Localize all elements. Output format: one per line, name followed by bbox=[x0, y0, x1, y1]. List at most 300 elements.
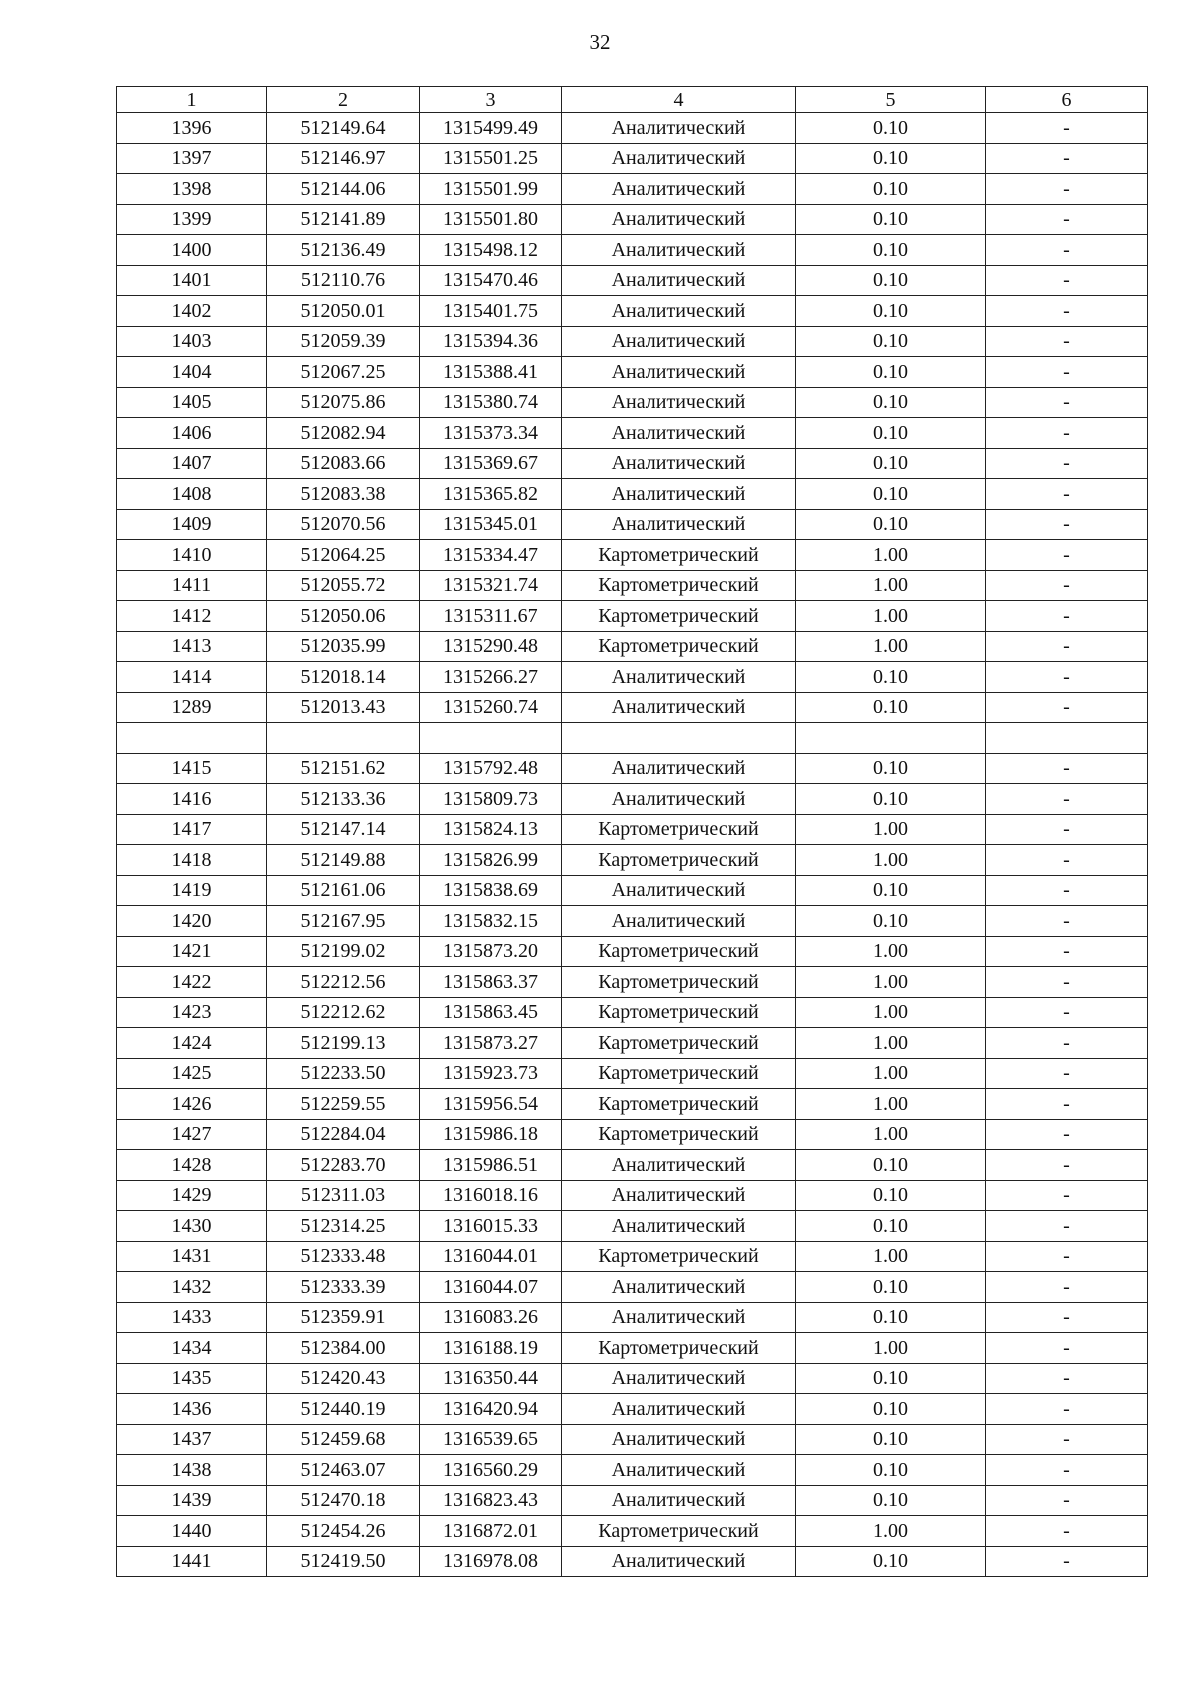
method-cell: Аналитический bbox=[562, 1455, 796, 1486]
accuracy-cell: 1.00 bbox=[796, 845, 986, 876]
accuracy-cell: 1.00 bbox=[796, 1241, 986, 1272]
accuracy-cell: 1.00 bbox=[796, 601, 986, 632]
accuracy-cell: 0.10 bbox=[796, 113, 986, 144]
table-row bbox=[117, 1058, 1148, 1089]
x-coordinate-cell: 512055.72 bbox=[267, 570, 420, 601]
point-number-cell: 1429 bbox=[117, 1180, 267, 1211]
y-coordinate-cell: 1316188.19 bbox=[420, 1333, 562, 1364]
table-row bbox=[117, 967, 1148, 998]
y-coordinate-cell: 1315388.41 bbox=[420, 357, 562, 388]
x-coordinate-cell: 512050.06 bbox=[267, 601, 420, 632]
x-coordinate-cell: 512013.43 bbox=[267, 692, 420, 723]
x-coordinate-cell: 512035.99 bbox=[267, 631, 420, 662]
note-cell: - bbox=[986, 1150, 1148, 1181]
method-cell: Картометрический bbox=[562, 936, 796, 967]
y-coordinate-cell: 1315365.82 bbox=[420, 479, 562, 510]
y-coordinate-cell: 1315334.47 bbox=[420, 540, 562, 571]
accuracy-cell: 0.10 bbox=[796, 1394, 986, 1425]
y-coordinate-cell: 1316560.29 bbox=[420, 1455, 562, 1486]
note-cell: - bbox=[986, 418, 1148, 449]
note-cell: - bbox=[986, 1211, 1148, 1242]
point-number-cell: 1416 bbox=[117, 784, 267, 815]
method-cell: Аналитический bbox=[562, 753, 796, 784]
note-cell: - bbox=[986, 387, 1148, 418]
point-number-cell: 1414 bbox=[117, 662, 267, 693]
accuracy-cell: 0.10 bbox=[796, 692, 986, 723]
y-coordinate-cell: 1315499.49 bbox=[420, 113, 562, 144]
method-cell: Аналитический bbox=[562, 479, 796, 510]
y-coordinate-cell: 1315345.01 bbox=[420, 509, 562, 540]
table-row bbox=[117, 692, 1148, 723]
accuracy-cell: 0.10 bbox=[796, 296, 986, 327]
table-row bbox=[117, 784, 1148, 815]
note-cell: - bbox=[986, 601, 1148, 632]
table-row bbox=[117, 448, 1148, 479]
table-row bbox=[117, 1485, 1148, 1516]
method-cell: Аналитический bbox=[562, 387, 796, 418]
method-cell: Картометрический bbox=[562, 1028, 796, 1059]
accuracy-cell: 0.10 bbox=[796, 906, 986, 937]
accuracy-cell: 1.00 bbox=[796, 1058, 986, 1089]
method-cell: Аналитический bbox=[562, 692, 796, 723]
note-cell: - bbox=[986, 1333, 1148, 1364]
y-coordinate-cell: 1315986.51 bbox=[420, 1150, 562, 1181]
method-cell: Аналитический bbox=[562, 448, 796, 479]
method-cell: Аналитический bbox=[562, 143, 796, 174]
accuracy-cell: 0.10 bbox=[796, 1485, 986, 1516]
table-row bbox=[117, 387, 1148, 418]
point-number-cell: 1289 bbox=[117, 692, 267, 723]
method-cell: Картометрический bbox=[562, 997, 796, 1028]
x-coordinate-cell: 512018.14 bbox=[267, 662, 420, 693]
x-coordinate-cell: 512151.62 bbox=[267, 753, 420, 784]
method-cell: Картометрический bbox=[562, 570, 796, 601]
accuracy-cell: 1.00 bbox=[796, 1089, 986, 1120]
y-coordinate-cell: 1315501.25 bbox=[420, 143, 562, 174]
method-cell: Картометрический bbox=[562, 967, 796, 998]
x-coordinate-cell: 512199.13 bbox=[267, 1028, 420, 1059]
y-coordinate-cell: 1316823.43 bbox=[420, 1485, 562, 1516]
table-row bbox=[117, 357, 1148, 388]
y-coordinate-cell: 1316978.08 bbox=[420, 1546, 562, 1577]
coordinates-table bbox=[116, 86, 1148, 1577]
y-coordinate-cell: 1315956.54 bbox=[420, 1089, 562, 1120]
x-coordinate-cell: 512110.76 bbox=[267, 265, 420, 296]
y-coordinate-cell: 1315809.73 bbox=[420, 784, 562, 815]
y-coordinate-cell: 1315873.27 bbox=[420, 1028, 562, 1059]
method-cell: Аналитический bbox=[562, 265, 796, 296]
note-cell: - bbox=[986, 936, 1148, 967]
point-number-cell: 1439 bbox=[117, 1485, 267, 1516]
accuracy-cell: 0.10 bbox=[796, 204, 986, 235]
x-coordinate-cell: 512233.50 bbox=[267, 1058, 420, 1089]
header-cell: 1 bbox=[117, 87, 267, 113]
x-coordinate-cell: 512463.07 bbox=[267, 1455, 420, 1486]
accuracy-cell: 0.10 bbox=[796, 235, 986, 266]
x-coordinate-cell: 512440.19 bbox=[267, 1394, 420, 1425]
method-cell: Аналитический bbox=[562, 204, 796, 235]
accuracy-cell bbox=[796, 723, 986, 754]
point-number-cell: 1406 bbox=[117, 418, 267, 449]
point-number-cell: 1434 bbox=[117, 1333, 267, 1364]
method-cell: Аналитический bbox=[562, 113, 796, 144]
point-number-cell: 1396 bbox=[117, 113, 267, 144]
table-row bbox=[117, 1272, 1148, 1303]
accuracy-cell: 1.00 bbox=[796, 540, 986, 571]
note-cell: - bbox=[986, 753, 1148, 784]
method-cell: Аналитический bbox=[562, 296, 796, 327]
note-cell: - bbox=[986, 1302, 1148, 1333]
x-coordinate-cell: 512050.01 bbox=[267, 296, 420, 327]
x-coordinate-cell: 512133.36 bbox=[267, 784, 420, 815]
x-coordinate-cell: 512420.43 bbox=[267, 1363, 420, 1394]
point-number-cell: 1418 bbox=[117, 845, 267, 876]
point-number-cell: 1430 bbox=[117, 1211, 267, 1242]
method-cell: Аналитический bbox=[562, 784, 796, 815]
y-coordinate-cell: 1315986.18 bbox=[420, 1119, 562, 1150]
page-number: 32 bbox=[589, 30, 611, 54]
point-number-cell: 1407 bbox=[117, 448, 267, 479]
x-coordinate-cell: 512064.25 bbox=[267, 540, 420, 571]
table-row bbox=[117, 326, 1148, 357]
note-cell: - bbox=[986, 113, 1148, 144]
method-cell: Аналитический bbox=[562, 1546, 796, 1577]
table-row bbox=[117, 753, 1148, 784]
note-cell: - bbox=[986, 357, 1148, 388]
note-cell: - bbox=[986, 174, 1148, 205]
method-cell: Аналитический bbox=[562, 174, 796, 205]
x-coordinate-cell: 512259.55 bbox=[267, 1089, 420, 1120]
table-separator-row bbox=[117, 723, 1148, 754]
accuracy-cell: 0.10 bbox=[796, 479, 986, 510]
point-number-cell: 1409 bbox=[117, 509, 267, 540]
y-coordinate-cell: 1315380.74 bbox=[420, 387, 562, 418]
point-number-cell: 1424 bbox=[117, 1028, 267, 1059]
table-row bbox=[117, 1180, 1148, 1211]
table-row bbox=[117, 1089, 1148, 1120]
y-coordinate-cell: 1316420.94 bbox=[420, 1394, 562, 1425]
point-number-cell: 1432 bbox=[117, 1272, 267, 1303]
point-number-cell: 1423 bbox=[117, 997, 267, 1028]
point-number-cell: 1403 bbox=[117, 326, 267, 357]
method-cell: Аналитический bbox=[562, 1150, 796, 1181]
point-number-cell: 1422 bbox=[117, 967, 267, 998]
accuracy-cell: 0.10 bbox=[796, 509, 986, 540]
method-cell: Аналитический bbox=[562, 326, 796, 357]
point-number-cell: 1398 bbox=[117, 174, 267, 205]
table-row bbox=[117, 418, 1148, 449]
table-row bbox=[117, 174, 1148, 205]
method-cell: Картометрический bbox=[562, 1516, 796, 1547]
table-row bbox=[117, 814, 1148, 845]
accuracy-cell: 1.00 bbox=[796, 1516, 986, 1547]
table-row bbox=[117, 1546, 1148, 1577]
note-cell: - bbox=[986, 143, 1148, 174]
point-number-cell: 1412 bbox=[117, 601, 267, 632]
accuracy-cell: 0.10 bbox=[796, 662, 986, 693]
accuracy-cell: 0.10 bbox=[796, 1150, 986, 1181]
y-coordinate-cell: 1316539.65 bbox=[420, 1424, 562, 1455]
table-row bbox=[117, 1394, 1148, 1425]
accuracy-cell: 0.10 bbox=[796, 418, 986, 449]
point-number-cell: 1420 bbox=[117, 906, 267, 937]
table-row bbox=[117, 997, 1148, 1028]
method-cell bbox=[562, 723, 796, 754]
y-coordinate-cell: 1315401.75 bbox=[420, 296, 562, 327]
y-coordinate-cell: 1315321.74 bbox=[420, 570, 562, 601]
table-row bbox=[117, 1211, 1148, 1242]
method-cell: Картометрический bbox=[562, 540, 796, 571]
point-number-cell: 1425 bbox=[117, 1058, 267, 1089]
x-coordinate-cell: 512359.91 bbox=[267, 1302, 420, 1333]
table-row bbox=[117, 1333, 1148, 1364]
method-cell: Аналитический bbox=[562, 875, 796, 906]
method-cell: Аналитический bbox=[562, 1363, 796, 1394]
note-cell: - bbox=[986, 1485, 1148, 1516]
x-coordinate-cell: 512067.25 bbox=[267, 357, 420, 388]
x-coordinate-cell: 512199.02 bbox=[267, 936, 420, 967]
x-coordinate-cell: 512075.86 bbox=[267, 387, 420, 418]
note-cell: - bbox=[986, 662, 1148, 693]
x-coordinate-cell: 512141.89 bbox=[267, 204, 420, 235]
x-coordinate-cell: 512311.03 bbox=[267, 1180, 420, 1211]
method-cell: Аналитический bbox=[562, 906, 796, 937]
table-row bbox=[117, 143, 1148, 174]
accuracy-cell: 0.10 bbox=[796, 265, 986, 296]
accuracy-cell: 0.10 bbox=[796, 1272, 986, 1303]
x-coordinate-cell: 512167.95 bbox=[267, 906, 420, 937]
method-cell: Аналитический bbox=[562, 357, 796, 388]
method-cell: Аналитический bbox=[562, 1272, 796, 1303]
table-row bbox=[117, 204, 1148, 235]
table-row bbox=[117, 1424, 1148, 1455]
point-number-cell: 1436 bbox=[117, 1394, 267, 1425]
method-cell: Картометрический bbox=[562, 1058, 796, 1089]
accuracy-cell: 0.10 bbox=[796, 1424, 986, 1455]
note-cell: - bbox=[986, 265, 1148, 296]
note-cell: - bbox=[986, 1394, 1148, 1425]
note-cell: - bbox=[986, 204, 1148, 235]
y-coordinate-cell: 1315373.34 bbox=[420, 418, 562, 449]
note-cell: - bbox=[986, 875, 1148, 906]
method-cell: Аналитический bbox=[562, 509, 796, 540]
header-cell: 3 bbox=[420, 87, 562, 113]
note-cell: - bbox=[986, 814, 1148, 845]
accuracy-cell: 0.10 bbox=[796, 784, 986, 815]
point-number-cell: 1433 bbox=[117, 1302, 267, 1333]
y-coordinate-cell bbox=[420, 723, 562, 754]
table-row bbox=[117, 235, 1148, 266]
note-cell: - bbox=[986, 1455, 1148, 1486]
method-cell: Картометрический bbox=[562, 1241, 796, 1272]
point-number-cell: 1438 bbox=[117, 1455, 267, 1486]
method-cell: Аналитический bbox=[562, 662, 796, 693]
y-coordinate-cell: 1315501.80 bbox=[420, 204, 562, 235]
x-coordinate-cell bbox=[267, 723, 420, 754]
accuracy-cell: 0.10 bbox=[796, 1302, 986, 1333]
x-coordinate-cell: 512470.18 bbox=[267, 1485, 420, 1516]
header-cell: 2 bbox=[267, 87, 420, 113]
table-row bbox=[117, 1241, 1148, 1272]
y-coordinate-cell: 1315838.69 bbox=[420, 875, 562, 906]
accuracy-cell: 1.00 bbox=[796, 631, 986, 662]
y-coordinate-cell: 1315501.99 bbox=[420, 174, 562, 205]
point-number-cell: 1405 bbox=[117, 387, 267, 418]
method-cell: Аналитический bbox=[562, 1394, 796, 1425]
y-coordinate-cell: 1316044.07 bbox=[420, 1272, 562, 1303]
accuracy-cell: 0.10 bbox=[796, 326, 986, 357]
point-number-cell: 1419 bbox=[117, 875, 267, 906]
table-row bbox=[117, 906, 1148, 937]
method-cell: Аналитический bbox=[562, 1302, 796, 1333]
table-row bbox=[117, 1516, 1148, 1547]
accuracy-cell: 1.00 bbox=[796, 1028, 986, 1059]
method-cell: Картометрический bbox=[562, 1119, 796, 1150]
point-number-cell: 1440 bbox=[117, 1516, 267, 1547]
point-number-cell: 1399 bbox=[117, 204, 267, 235]
table-row bbox=[117, 845, 1148, 876]
accuracy-cell: 0.10 bbox=[796, 753, 986, 784]
accuracy-cell: 0.10 bbox=[796, 1455, 986, 1486]
note-cell: - bbox=[986, 1272, 1148, 1303]
y-coordinate-cell: 1315792.48 bbox=[420, 753, 562, 784]
x-coordinate-cell: 512212.56 bbox=[267, 967, 420, 998]
note-cell: - bbox=[986, 448, 1148, 479]
y-coordinate-cell: 1315311.67 bbox=[420, 601, 562, 632]
accuracy-cell: 0.10 bbox=[796, 1363, 986, 1394]
x-coordinate-cell: 512070.56 bbox=[267, 509, 420, 540]
x-coordinate-cell: 512147.14 bbox=[267, 814, 420, 845]
point-number-cell: 1428 bbox=[117, 1150, 267, 1181]
header-cell: 4 bbox=[562, 87, 796, 113]
y-coordinate-cell: 1315863.37 bbox=[420, 967, 562, 998]
y-coordinate-cell: 1316044.01 bbox=[420, 1241, 562, 1272]
table-row bbox=[117, 1028, 1148, 1059]
table-row bbox=[117, 1302, 1148, 1333]
accuracy-cell: 0.10 bbox=[796, 387, 986, 418]
table-row bbox=[117, 479, 1148, 510]
note-cell: - bbox=[986, 570, 1148, 601]
note-cell bbox=[986, 723, 1148, 754]
note-cell: - bbox=[986, 1363, 1148, 1394]
table-header-row bbox=[117, 87, 1148, 113]
x-coordinate-cell: 512161.06 bbox=[267, 875, 420, 906]
accuracy-cell: 1.00 bbox=[796, 936, 986, 967]
note-cell: - bbox=[986, 784, 1148, 815]
note-cell: - bbox=[986, 1089, 1148, 1120]
accuracy-cell: 1.00 bbox=[796, 570, 986, 601]
note-cell: - bbox=[986, 235, 1148, 266]
x-coordinate-cell: 512333.39 bbox=[267, 1272, 420, 1303]
note-cell: - bbox=[986, 1546, 1148, 1577]
y-coordinate-cell: 1316083.26 bbox=[420, 1302, 562, 1333]
header-cell: 6 bbox=[986, 87, 1148, 113]
y-coordinate-cell: 1315826.99 bbox=[420, 845, 562, 876]
note-cell: - bbox=[986, 326, 1148, 357]
accuracy-cell: 0.10 bbox=[796, 448, 986, 479]
y-coordinate-cell: 1315470.46 bbox=[420, 265, 562, 296]
y-coordinate-cell: 1315832.15 bbox=[420, 906, 562, 937]
note-cell: - bbox=[986, 1424, 1148, 1455]
accuracy-cell: 1.00 bbox=[796, 814, 986, 845]
y-coordinate-cell: 1315290.48 bbox=[420, 631, 562, 662]
method-cell: Аналитический bbox=[562, 1180, 796, 1211]
note-cell: - bbox=[986, 997, 1148, 1028]
point-number-cell: 1404 bbox=[117, 357, 267, 388]
point-number-cell: 1431 bbox=[117, 1241, 267, 1272]
method-cell: Картометрический bbox=[562, 1089, 796, 1120]
point-number-cell: 1397 bbox=[117, 143, 267, 174]
method-cell: Картометрический bbox=[562, 601, 796, 632]
x-coordinate-cell: 512284.04 bbox=[267, 1119, 420, 1150]
x-coordinate-cell: 512384.00 bbox=[267, 1333, 420, 1364]
x-coordinate-cell: 512136.49 bbox=[267, 235, 420, 266]
y-coordinate-cell: 1315260.74 bbox=[420, 692, 562, 723]
y-coordinate-cell: 1315873.20 bbox=[420, 936, 562, 967]
table-row bbox=[117, 662, 1148, 693]
y-coordinate-cell: 1315923.73 bbox=[420, 1058, 562, 1089]
table-body bbox=[117, 113, 1148, 1577]
accuracy-cell: 0.10 bbox=[796, 1546, 986, 1577]
point-number-cell: 1415 bbox=[117, 753, 267, 784]
table-row bbox=[117, 631, 1148, 662]
accuracy-cell: 1.00 bbox=[796, 967, 986, 998]
point-number-cell: 1426 bbox=[117, 1089, 267, 1120]
x-coordinate-cell: 512059.39 bbox=[267, 326, 420, 357]
table-row bbox=[117, 1150, 1148, 1181]
point-number-cell: 1402 bbox=[117, 296, 267, 327]
method-cell: Картометрический bbox=[562, 814, 796, 845]
y-coordinate-cell: 1316350.44 bbox=[420, 1363, 562, 1394]
method-cell: Картометрический bbox=[562, 631, 796, 662]
x-coordinate-cell: 512419.50 bbox=[267, 1546, 420, 1577]
y-coordinate-cell: 1316872.01 bbox=[420, 1516, 562, 1547]
point-number-cell: 1435 bbox=[117, 1363, 267, 1394]
note-cell: - bbox=[986, 1058, 1148, 1089]
method-cell: Аналитический bbox=[562, 1424, 796, 1455]
point-number-cell: 1413 bbox=[117, 631, 267, 662]
accuracy-cell: 0.10 bbox=[796, 174, 986, 205]
x-coordinate-cell: 512149.64 bbox=[267, 113, 420, 144]
table-row bbox=[117, 509, 1148, 540]
method-cell: Аналитический bbox=[562, 418, 796, 449]
header-cell: 5 bbox=[796, 87, 986, 113]
table-row bbox=[117, 1363, 1148, 1394]
point-number-cell: 1410 bbox=[117, 540, 267, 571]
point-number-cell: 1427 bbox=[117, 1119, 267, 1150]
table-row bbox=[117, 265, 1148, 296]
x-coordinate-cell: 512144.06 bbox=[267, 174, 420, 205]
y-coordinate-cell: 1315498.12 bbox=[420, 235, 562, 266]
note-cell: - bbox=[986, 1241, 1148, 1272]
x-coordinate-cell: 512083.38 bbox=[267, 479, 420, 510]
table-row bbox=[117, 875, 1148, 906]
x-coordinate-cell: 512212.62 bbox=[267, 997, 420, 1028]
x-coordinate-cell: 512083.66 bbox=[267, 448, 420, 479]
y-coordinate-cell: 1316015.33 bbox=[420, 1211, 562, 1242]
y-coordinate-cell: 1315369.67 bbox=[420, 448, 562, 479]
note-cell: - bbox=[986, 509, 1148, 540]
y-coordinate-cell: 1315394.36 bbox=[420, 326, 562, 357]
point-number-cell: 1417 bbox=[117, 814, 267, 845]
accuracy-cell: 1.00 bbox=[796, 997, 986, 1028]
note-cell: - bbox=[986, 1180, 1148, 1211]
x-coordinate-cell: 512146.97 bbox=[267, 143, 420, 174]
x-coordinate-cell: 512454.26 bbox=[267, 1516, 420, 1547]
table-row bbox=[117, 601, 1148, 632]
point-number-cell: 1437 bbox=[117, 1424, 267, 1455]
method-cell: Аналитический bbox=[562, 1211, 796, 1242]
